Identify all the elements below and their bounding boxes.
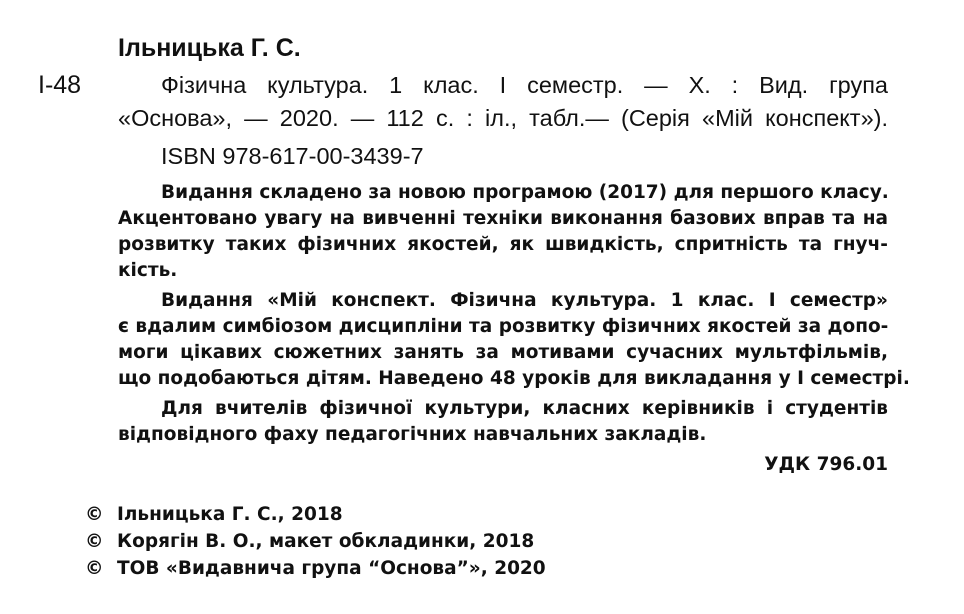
- isbn-number: ISBN 978-617-00-3439-7: [161, 143, 424, 169]
- bibliographic-line-2: «Основа», — 2020. — 112 с. : іл., табл.— (Серія «Мій конспект»).: [118, 105, 888, 131]
- copyright-line: [85, 529, 534, 555]
- catalog-index-code: І-48: [38, 71, 82, 99]
- annotation-line: є вдалим симбіозом дисципліни та розвитку фізичних якостей за допо-: [118, 316, 889, 337]
- copyright-icon: ©: [85, 531, 104, 552]
- bibliographic-line-1: Фізична культура. 1 клас. І семестр. — Х. : Вид. група: [161, 72, 888, 98]
- annotation-line: Видання складено за новою програмою (2017) для першого класу.: [161, 182, 889, 203]
- copyright-text: Корягін В. О., макет обкладинки, 2018: [117, 531, 535, 552]
- annotation-line: відповідного фаху педагогічних навчальних закладів.: [118, 424, 707, 445]
- copyright-text: ТОВ «Видавнича група “Основа”», 2020: [117, 558, 546, 579]
- annotation-line: що подобаються дітям. Наведено 48 уроків для викладання у І семестрі.: [118, 368, 910, 389]
- annotation-line: Для вчителів фізичної культури, класних керівників і студентів: [161, 398, 888, 419]
- annotation-line: моги цікавих сюжетних занять за мотивами сучасних мультфільмів,: [118, 342, 888, 363]
- annotation-line: розвитку таких фізичних якостей, як швидкість, спритність та гнуч-: [118, 234, 888, 255]
- udk-code: УДК 796.01: [764, 454, 888, 475]
- copyright-line: [85, 556, 546, 582]
- annotation-line: Видання «Мій конспект. Фізична культура. 1 клас. І семестр»: [161, 290, 888, 311]
- author-name: Ільницька Г. С.: [118, 34, 301, 62]
- copyright-line: [85, 502, 343, 528]
- copyright-icon: ©: [85, 558, 104, 579]
- copyright-text: Ільницька Г. С., 2018: [117, 504, 343, 525]
- copyright-icon: ©: [85, 504, 104, 525]
- annotation-line: кість.: [118, 260, 178, 281]
- annotation-line: Акцентовано увагу на вивченні техніки виконання базових вправ та на: [118, 208, 888, 229]
